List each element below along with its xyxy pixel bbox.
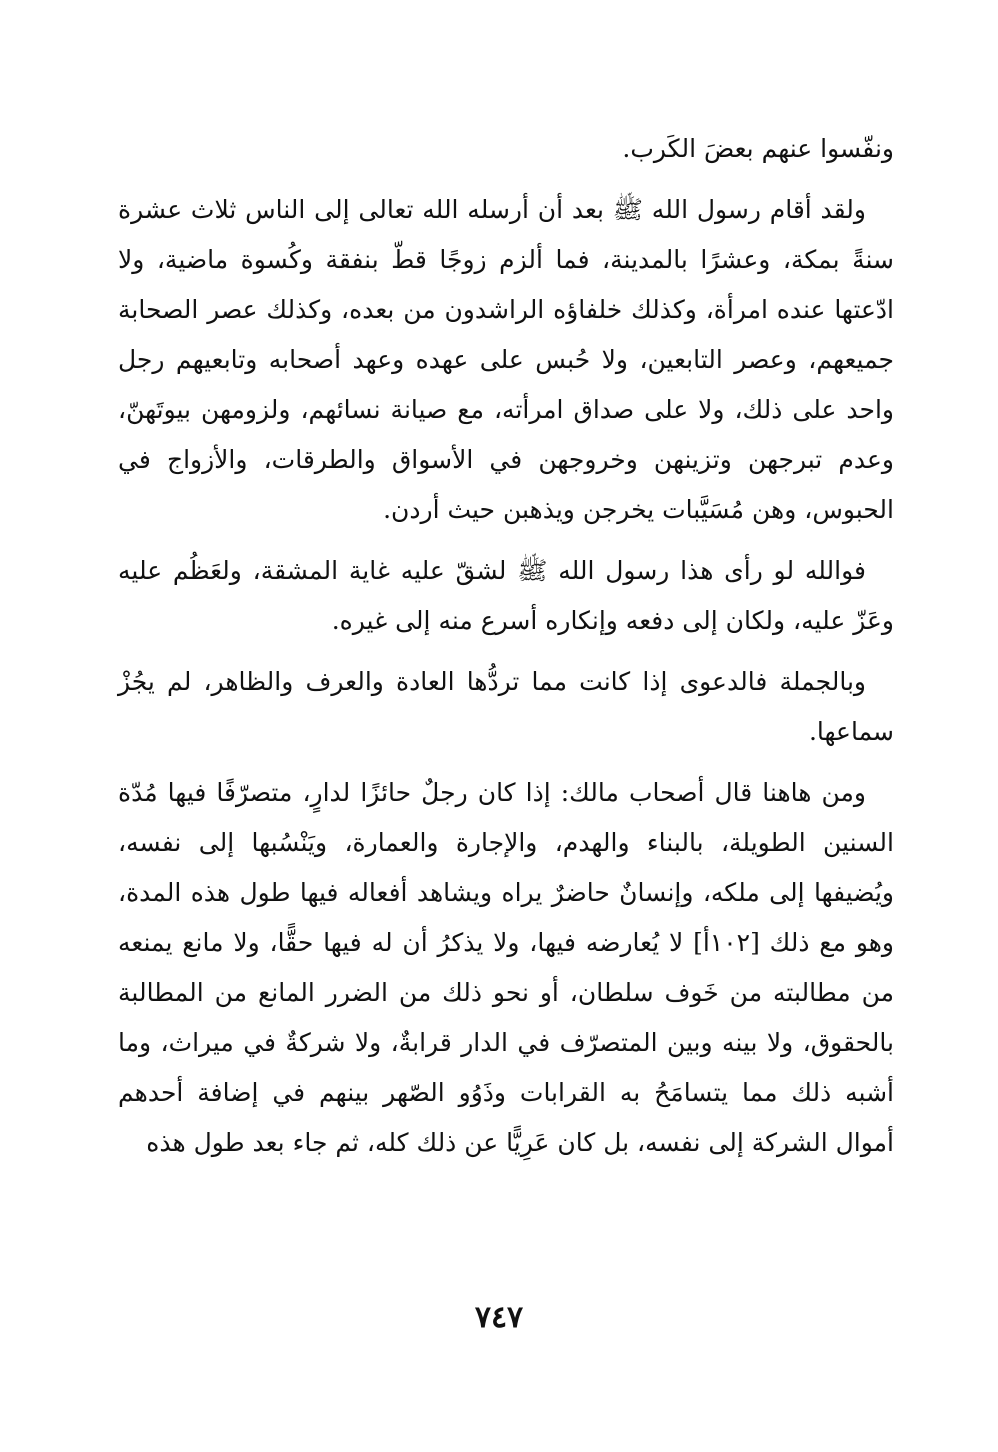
paragraph-1: ونفّسوا عنهم بعضَ الكَرب.	[622, 134, 894, 163]
paragraph-4: وبالجملة فالدعوى إذا كانت مما تردُّها العادة والعرف والظاهر، لم يجُزْ سماعها.	[118, 667, 894, 746]
paragraph-3: فوالله لو رأى هذا رسول الله ﷺ لشقّ عليه غاية المشقة، ولعَظُم عليه وعَزّ عليه، ولكان إلى دفعه وإنكاره أسرع منه إلى غيره.	[118, 556, 894, 635]
page-number: ٧٤٧	[474, 1300, 524, 1335]
paragraph-5: ومن هاهنا قال أصحاب مالك: إذا كان رجلٌ حائزًا لدارٍ، متصرّفًا فيها مُدّة السنين الطويلة، بالبناء والهدم، والإجارة والعمارة، ويَنْسُبها إلى نفسه، ويُضيفها إلى ملكه، وإنسانٌ حاضرٌ يراه ويشاهد أفعاله فيها طول هذه المدة، وهو مع ذلك [١٠٢أ] لا يُعارضه فيها، ولا يذكرُ أن له فيها حقًّا، ولا مانع يمنعه من مطالبته من خَوف سلطان، أو نحو ذلك من الضرر المانع من المطالبة بالحقوق، ولا بينه وبين المتصرّف في الدار قرابةٌ، ولا شركةٌ في ميراث، وما أشبه ذلك مما يتسامَحُ به القرابات وذَوُو الصّهر بينهم في إضافة أحدهم أموال الشركة إلى نفسه، بل كان عَرِيًّا عن ذلك كله، ثم جاء بعد طول هذه	[118, 778, 894, 1157]
body-text	[118, 124, 894, 1179]
paragraph-2: ولقد أقام رسول الله ﷺ بعد أن أرسله الله تعالى إلى الناس ثلاث عشرة سنةً بمكة، وعشرًا بالمدينة، فما ألزم زوجًا قطّ بنفقة وكُسوة ماضية، ولا ادّعتها عنده امرأة، وكذلك خلفاؤه الراشدون من بعده، وكذلك عصر الصحابة جميعهم، وعصر التابعين، ولا حُبس على عهده وعهد أصحابه وتابعيهم رجل واحد على ذلك، ولا على صداق امرأته، مع صيانة نسائهم، ولزومهن بيوتَهنّ، وعدم تبرجهن وتزينهن وخروجهن في الأسواق والطرقات، والأزواج في الحبوس، وهن مُسَيَّبات يخرجن ويذهبن حيث أردن.	[118, 195, 894, 524]
